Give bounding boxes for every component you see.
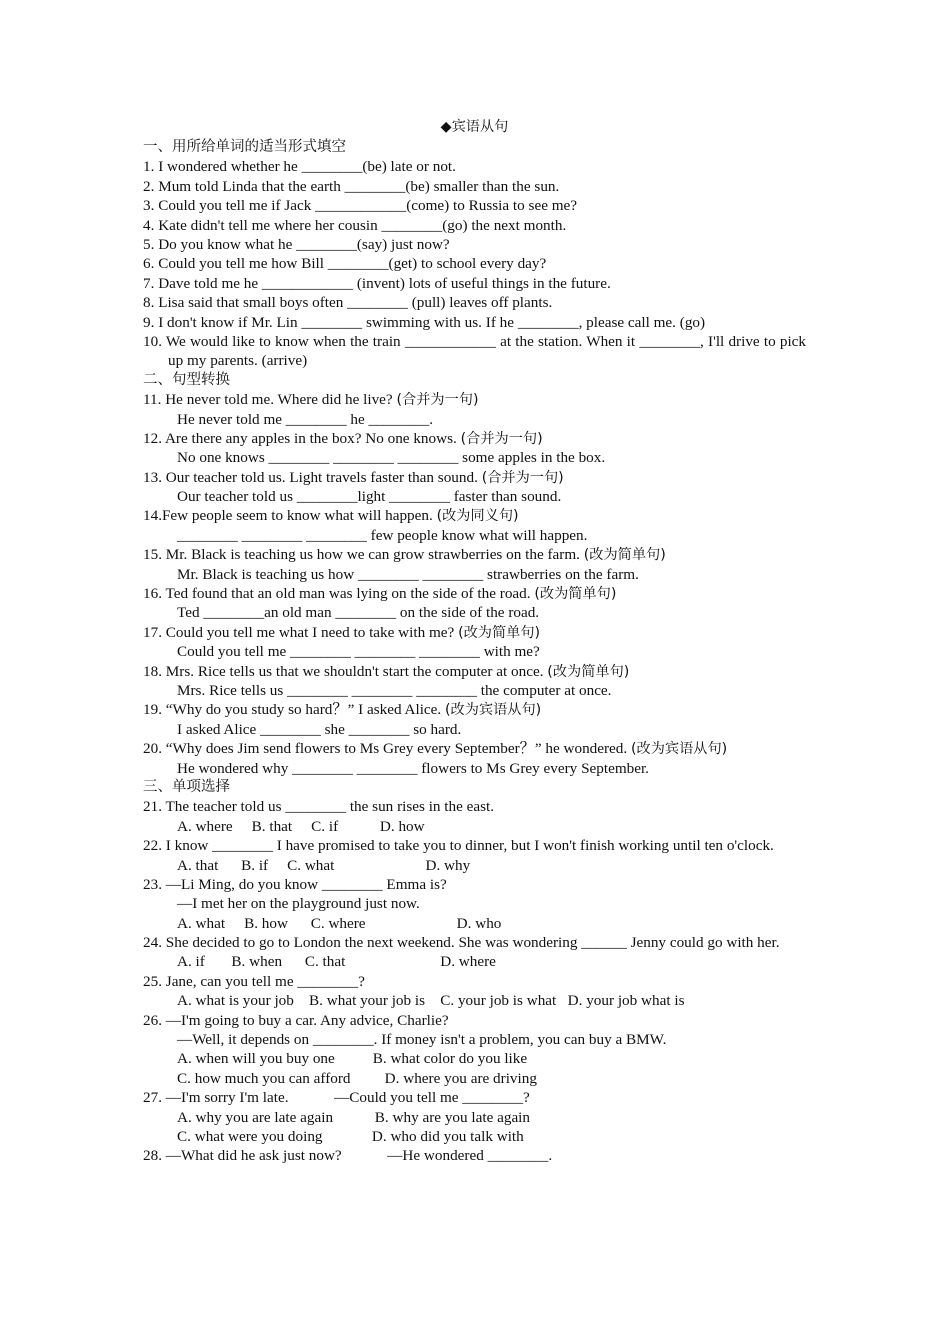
question-25: 25. Jane, can you tell me ________? xyxy=(143,972,365,990)
answer-line-14: ________ ________ ________ few people know what will happen. xyxy=(177,526,588,544)
question-20-instruction: (改为宾语从句) xyxy=(630,741,728,758)
question-15-text: 15. Mr. Black is teaching us how we can grow strawberries on the farm. xyxy=(143,546,584,564)
answer-line-11: He never told me ________ he ________. xyxy=(177,410,434,428)
question-11-text: 11. He never told me. Where did he live? xyxy=(143,391,397,409)
question-17-instruction: (改为简单句) xyxy=(458,624,541,641)
answer-line-18: Mrs. Rice tells us ________ ________ ________ the computer at once. xyxy=(177,681,612,699)
question-19 xyxy=(143,700,806,719)
section-heading-1: 一、用所给单词的适当形式填空 xyxy=(143,139,346,155)
answer-line-13: Our teacher told us ________light ________ faster than sound. xyxy=(177,488,562,506)
section-heading-2: 二、句型转换 xyxy=(143,371,230,388)
question-12 xyxy=(143,429,806,448)
answer-line-15: Mr. Black is teaching us how ________ ________ strawberries on the farm. xyxy=(177,565,639,583)
question-11-instruction: (合并为一句) xyxy=(396,392,479,409)
question-20 xyxy=(143,739,806,758)
question-27-options-ab: A. why you are late again B. why are you late again xyxy=(177,1108,530,1126)
question-16 xyxy=(143,584,806,603)
question-21: 21. The teacher told us ________ the sun rises in the east. xyxy=(143,798,495,816)
answer-line-17: Could you tell me ________ ________ ________ with me? xyxy=(177,643,540,661)
question-4: 4. Kate didn't tell me where her cousin ________(go) the next month. xyxy=(143,216,567,234)
question-17-text: 17. Could you tell me what I need to take with me? xyxy=(143,623,459,641)
question-28: 28. —What did he ask just now? —He wondered ________. xyxy=(143,1147,553,1165)
question-6: 6. Could you tell me how Bill ________(get) to school every day? xyxy=(143,255,547,273)
question-11 xyxy=(143,390,806,409)
question-12-instruction: (合并为一句) xyxy=(460,430,543,447)
section-heading-3: 三、单项选择 xyxy=(143,778,230,795)
question-17 xyxy=(143,623,806,642)
question-18 xyxy=(143,662,806,681)
question-12-text: 12. Are there any apples in the box? No one knows. xyxy=(143,429,461,447)
page-title: ◆宾语从句 xyxy=(440,119,509,135)
question-19-text: 19. “Why do you study so hard？” I asked Alice. xyxy=(143,701,445,719)
answer-line-20: He wondered why ________ ________ flowers to Ms Grey every September. xyxy=(177,759,649,777)
question-26-reply: —Well, it depends on ________. If money isn't a problem, you can buy a BMW. xyxy=(177,1031,667,1049)
question-15-instruction: (改为简单句) xyxy=(583,547,666,564)
question-24-options: A. if B. when C. that D. where xyxy=(177,953,496,971)
question-5: 5. Do you know what he ________(say) just now? xyxy=(143,235,450,253)
question-13 xyxy=(143,468,806,487)
question-16-instruction: (改为简单句) xyxy=(534,586,617,603)
question-10: 10. We would like to know when the train ____________ at the station. When it ________, I'll drive to pick up my parents. (arrive) xyxy=(143,332,806,370)
question-14 xyxy=(143,506,806,525)
answer-line-16: Ted ________an old man ________ on the side of the road. xyxy=(177,604,540,622)
question-16-text: 16. Ted found that an old man was lying on the side of the road. xyxy=(143,585,535,603)
question-7: 7. Dave told me he ____________ (invent) lots of useful things in the future. xyxy=(143,274,611,292)
question-13-instruction: (合并为一句) xyxy=(481,469,564,486)
question-22: 22. I know ________ I have promised to take you to dinner, but I won't finish working until ten o'clock. xyxy=(143,837,774,855)
question-14-instruction: (改为同义句) xyxy=(436,508,519,525)
question-19-instruction: (改为宾语从句) xyxy=(445,702,542,719)
question-27: 27. —I'm sorry I'm late. —Could you tell me ________? xyxy=(143,1089,530,1107)
question-25-options: A. what is your job B. what your job is C. your job is what D. your job what is xyxy=(177,992,685,1010)
question-26-options-ab: A. when will you buy one B. what color do you like xyxy=(177,1050,528,1068)
question-1: 1. I wondered whether he ________(be) late or not. xyxy=(143,158,456,176)
question-26: 26. —I'm going to buy a car. Any advice, Charlie? xyxy=(143,1011,449,1029)
question-13-text: 13. Our teacher told us. Light travels faster than sound. xyxy=(143,468,482,486)
worksheet-page xyxy=(143,117,806,1166)
question-23-reply: —I met her on the playground just now. xyxy=(177,895,420,913)
question-15 xyxy=(143,545,806,564)
question-2: 2. Mum told Linda that the earth ________(be) smaller than the sun. xyxy=(143,177,560,195)
question-21-options: A. where B. that C. if D. how xyxy=(177,817,425,835)
question-18-text: 18. Mrs. Rice tells us that we shouldn't start the computer at once. xyxy=(143,662,548,680)
question-27-options-cd: C. what were you doing D. who did you talk with xyxy=(177,1127,524,1145)
question-22-options: A. that B. if C. what D. why xyxy=(177,856,471,874)
question-3: 3. Could you tell me if Jack ____________(come) to Russia to see me? xyxy=(143,197,578,215)
question-23: 23. —Li Ming, do you know ________ Emma is? xyxy=(143,875,447,893)
question-24: 24. She decided to go to London the next weekend. She was wondering ______ Jenny could go with her. xyxy=(143,934,780,952)
question-26-options-cd: C. how much you can afford D. where you are driving xyxy=(177,1069,537,1087)
question-20-text: 20. “Why does Jim send flowers to Ms Grey every September？” he wondered. xyxy=(143,740,631,758)
question-9: 9. I don't know if Mr. Lin ________ swimming with us. If he ________, please call me. (go) xyxy=(143,313,706,331)
question-23-options: A. what B. how C. where D. who xyxy=(177,914,502,932)
question-14-text: 14.Few people seem to know what will happen. xyxy=(143,507,437,525)
question-8: 8. Lisa said that small boys often ________ (pull) leaves off plants. xyxy=(143,294,553,312)
answer-line-19: I asked Alice ________ she ________ so hard. xyxy=(177,720,462,738)
question-18-instruction: (改为简单句) xyxy=(547,663,630,680)
answer-line-12: No one knows ________ ________ ________ some apples in the box. xyxy=(177,449,606,467)
